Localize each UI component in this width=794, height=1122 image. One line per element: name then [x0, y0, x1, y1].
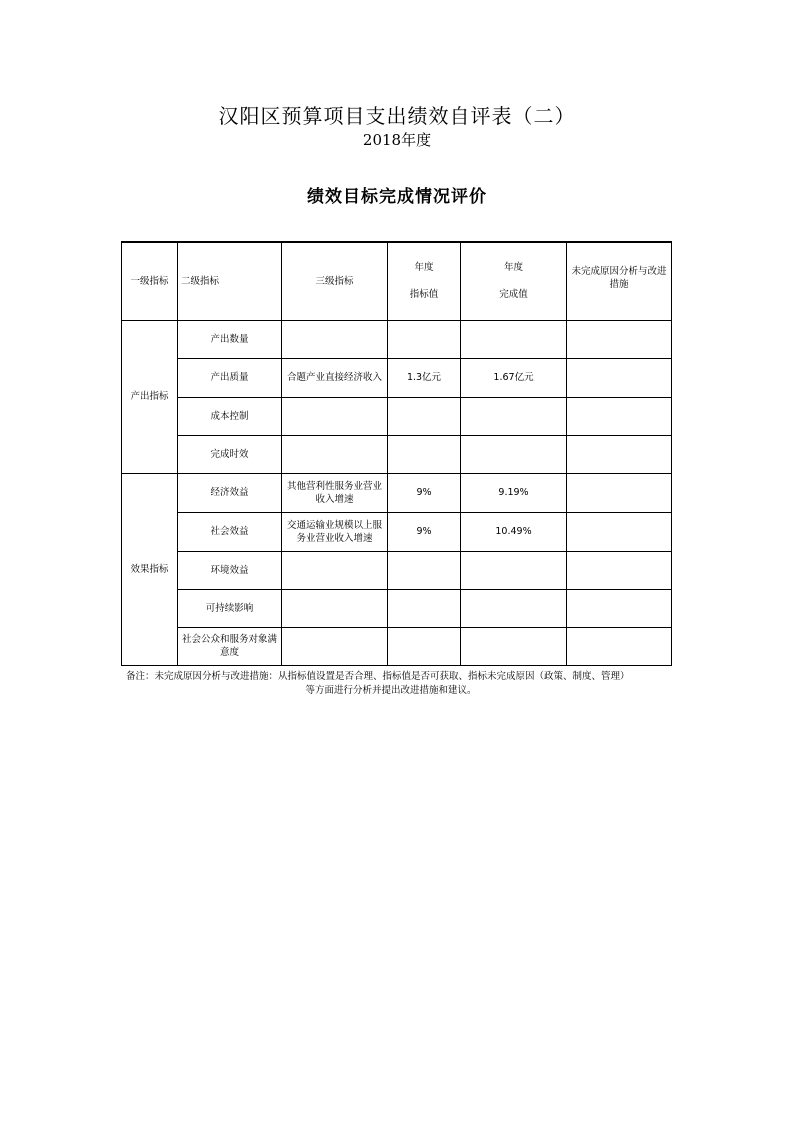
header-actual-bottom: 完成值	[499, 289, 528, 301]
level3-cell: 交通运输业规模以上服务业营业收入增速	[282, 512, 388, 551]
table-row	[122, 397, 672, 435]
level2-cell: 经济效益	[178, 473, 282, 512]
header-level2: 二级指标	[178, 242, 282, 320]
level1-effect: 效果指标	[122, 473, 178, 665]
page-title: 汉阳区预算项目支出绩效自评表（二）	[218, 104, 576, 128]
level2-cell: 产出数量	[178, 320, 282, 358]
level2-cell: 社会效益	[178, 512, 282, 551]
target-cell	[388, 397, 461, 435]
reason-cell	[567, 589, 672, 627]
target-cell: 9%	[388, 473, 461, 512]
target-cell	[388, 320, 461, 358]
reason-cell	[567, 397, 672, 435]
level2-cell: 产出质量	[178, 358, 282, 397]
actual-cell	[461, 551, 567, 589]
reason-cell	[567, 358, 672, 397]
reason-cell	[567, 512, 672, 551]
table-row	[122, 589, 672, 627]
level2-cell: 社会公众和服务对象满意度	[178, 627, 282, 665]
level3-cell	[282, 551, 388, 589]
level2-cell: 成本控制	[178, 397, 282, 435]
actual-cell	[461, 435, 567, 473]
reason-cell	[567, 435, 672, 473]
reason-cell	[567, 627, 672, 665]
level1-output: 产出指标	[122, 320, 178, 473]
actual-cell	[461, 397, 567, 435]
performance-table	[121, 241, 672, 666]
actual-cell: 9.19%	[461, 473, 567, 512]
target-cell: 9%	[388, 512, 461, 551]
section-title: 绩效目标完成情况评价	[307, 187, 487, 207]
table-row	[122, 435, 672, 473]
reason-cell	[567, 473, 672, 512]
table-header-row	[122, 242, 672, 320]
header-level3: 三级指标	[282, 242, 388, 320]
reason-cell	[567, 320, 672, 358]
table-row	[122, 627, 672, 665]
header-target	[388, 242, 461, 320]
header-target-bottom: 指标值	[409, 289, 439, 301]
actual-cell	[461, 589, 567, 627]
header-actual	[461, 242, 567, 320]
level3-cell: 合题产业直接经济收入	[282, 358, 388, 397]
level2-cell: 环境效益	[178, 551, 282, 589]
year-subtitle: 2018年度	[362, 131, 432, 149]
footnote-line2: 等方面进行分析并提出改进措施和建议。	[305, 685, 477, 696]
level3-cell: 其他营利性服务业营业收入增速	[282, 473, 388, 512]
level3-cell	[282, 397, 388, 435]
actual-cell	[461, 320, 567, 358]
reason-cell	[567, 551, 672, 589]
actual-cell: 1.67亿元	[461, 358, 567, 397]
footnote-line1: 备注：未完成原因分析与改进措施：从指标值设置是否合理、指标值是否可获取、指标未完成原因（政策、制度、管理）	[126, 671, 630, 682]
target-cell	[388, 435, 461, 473]
actual-cell: 10.49%	[461, 512, 567, 551]
table-row	[122, 551, 672, 589]
level2-cell: 可持续影响	[178, 589, 282, 627]
target-cell: 1.3亿元	[388, 358, 461, 397]
level3-cell	[282, 435, 388, 473]
target-cell	[388, 627, 461, 665]
level3-cell	[282, 589, 388, 627]
footnote	[126, 670, 686, 698]
header-level1: 一级指标	[122, 242, 178, 320]
header-actual-top: 年度	[503, 262, 523, 274]
table-row	[122, 512, 672, 551]
table-row	[122, 320, 672, 358]
target-cell	[388, 589, 461, 627]
table-row	[122, 358, 672, 397]
header-target-top: 年度	[414, 262, 434, 274]
level3-cell	[282, 320, 388, 358]
target-cell	[388, 551, 461, 589]
level3-cell	[282, 627, 388, 665]
table-row	[122, 473, 672, 512]
actual-cell	[461, 627, 567, 665]
header-reason: 未完成原因分析与改进措施	[567, 242, 672, 320]
level2-cell: 完成时效	[178, 435, 282, 473]
